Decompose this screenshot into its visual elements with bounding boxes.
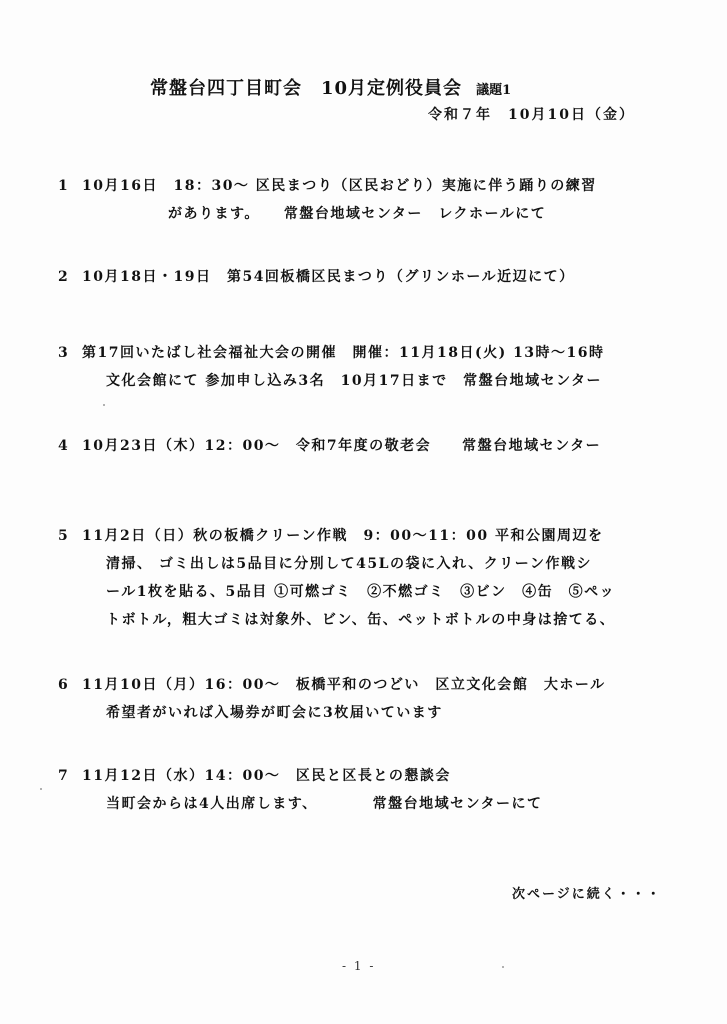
item-text: 第17回いたばし社会福祉大会の開催 開催：11月18日(火) 13時～16時 — [82, 345, 605, 361]
meeting-date: 令和７年 10月10日（金） — [428, 107, 635, 123]
agenda-item-5 — [58, 522, 698, 634]
item-line — [58, 172, 698, 200]
item-text: 11月2日（日）秋の板橋クリーン作戦 9：00～11：00 平和公園周辺を — [82, 528, 604, 544]
item-number: 6 — [58, 677, 70, 693]
item-number: 5 — [58, 528, 70, 544]
scan-speck — [40, 788, 42, 790]
item-line: があります。 常盤台地域センター レクホールにて — [168, 206, 547, 222]
item-number: 4 — [58, 438, 70, 454]
agenda-item-7 — [58, 762, 698, 818]
scan-speck — [103, 404, 105, 406]
item-line: トボトル，粗大ゴミは対象外、ビン、缶、ペットボトルの中身は捨てる、 — [106, 612, 616, 628]
item-number: 3 — [58, 345, 70, 361]
agenda-item-2 — [58, 263, 698, 291]
item-number: 1 — [58, 178, 70, 194]
item-line — [58, 671, 698, 699]
item-line — [58, 263, 698, 291]
item-line — [58, 522, 698, 550]
item-line: 希望者がいれば入場券が町会に3枚届いています — [106, 705, 443, 721]
item-line: 当町会からは4人出席します、 常盤台地域センターにて — [106, 796, 543, 812]
agenda-item-3 — [58, 339, 698, 395]
document-title — [150, 74, 620, 100]
item-line: 文化会館にて 参加申し込み3名 10月17日まで 常盤台地域センター — [106, 373, 603, 389]
item-text: 11月12日（水）14：00～ 区民と区長との懇談会 — [82, 768, 451, 784]
title-main: 常盤台四丁目町会 10月定例役員会 — [150, 78, 463, 99]
agenda-item-6 — [58, 671, 698, 727]
page-number: - 1 - — [342, 959, 376, 973]
continued-note: 次ページに続く・・・ — [512, 887, 662, 902]
item-number: 7 — [58, 768, 70, 784]
agenda-item-4 — [58, 432, 698, 460]
item-text: 11月10日（月）16：00～ 板橋平和のつどい 区立文化会館 大ホール — [82, 677, 606, 693]
item-line — [58, 432, 698, 460]
item-line — [58, 762, 698, 790]
item-line — [58, 339, 698, 367]
item-line: ール1枚を貼る、5品目 ①可燃ゴミ ②不燃ゴミ ③ビン ④缶 ⑤ペッ — [106, 584, 616, 600]
item-text: 10月18日・19日 第54回板橋区民まつり（グリンホール近辺にて） — [82, 269, 575, 285]
item-number: 2 — [58, 269, 70, 285]
item-text: 10月16日 18：30～ 区民まつり（区民おどり）実施に伴う踊りの練習 — [82, 178, 597, 194]
item-line: 清掃、 ゴミ出しは5品目に分別して45Lの袋に入れ、クリーン作戦シ — [106, 556, 592, 572]
title-tag: 議題1 — [476, 83, 512, 98]
item-text: 10月23日（木）12：00～ 令和7年度の敬老会 常盤台地域センター — [82, 438, 602, 454]
agenda-item-1 — [58, 172, 698, 228]
scan-speck — [502, 966, 504, 968]
